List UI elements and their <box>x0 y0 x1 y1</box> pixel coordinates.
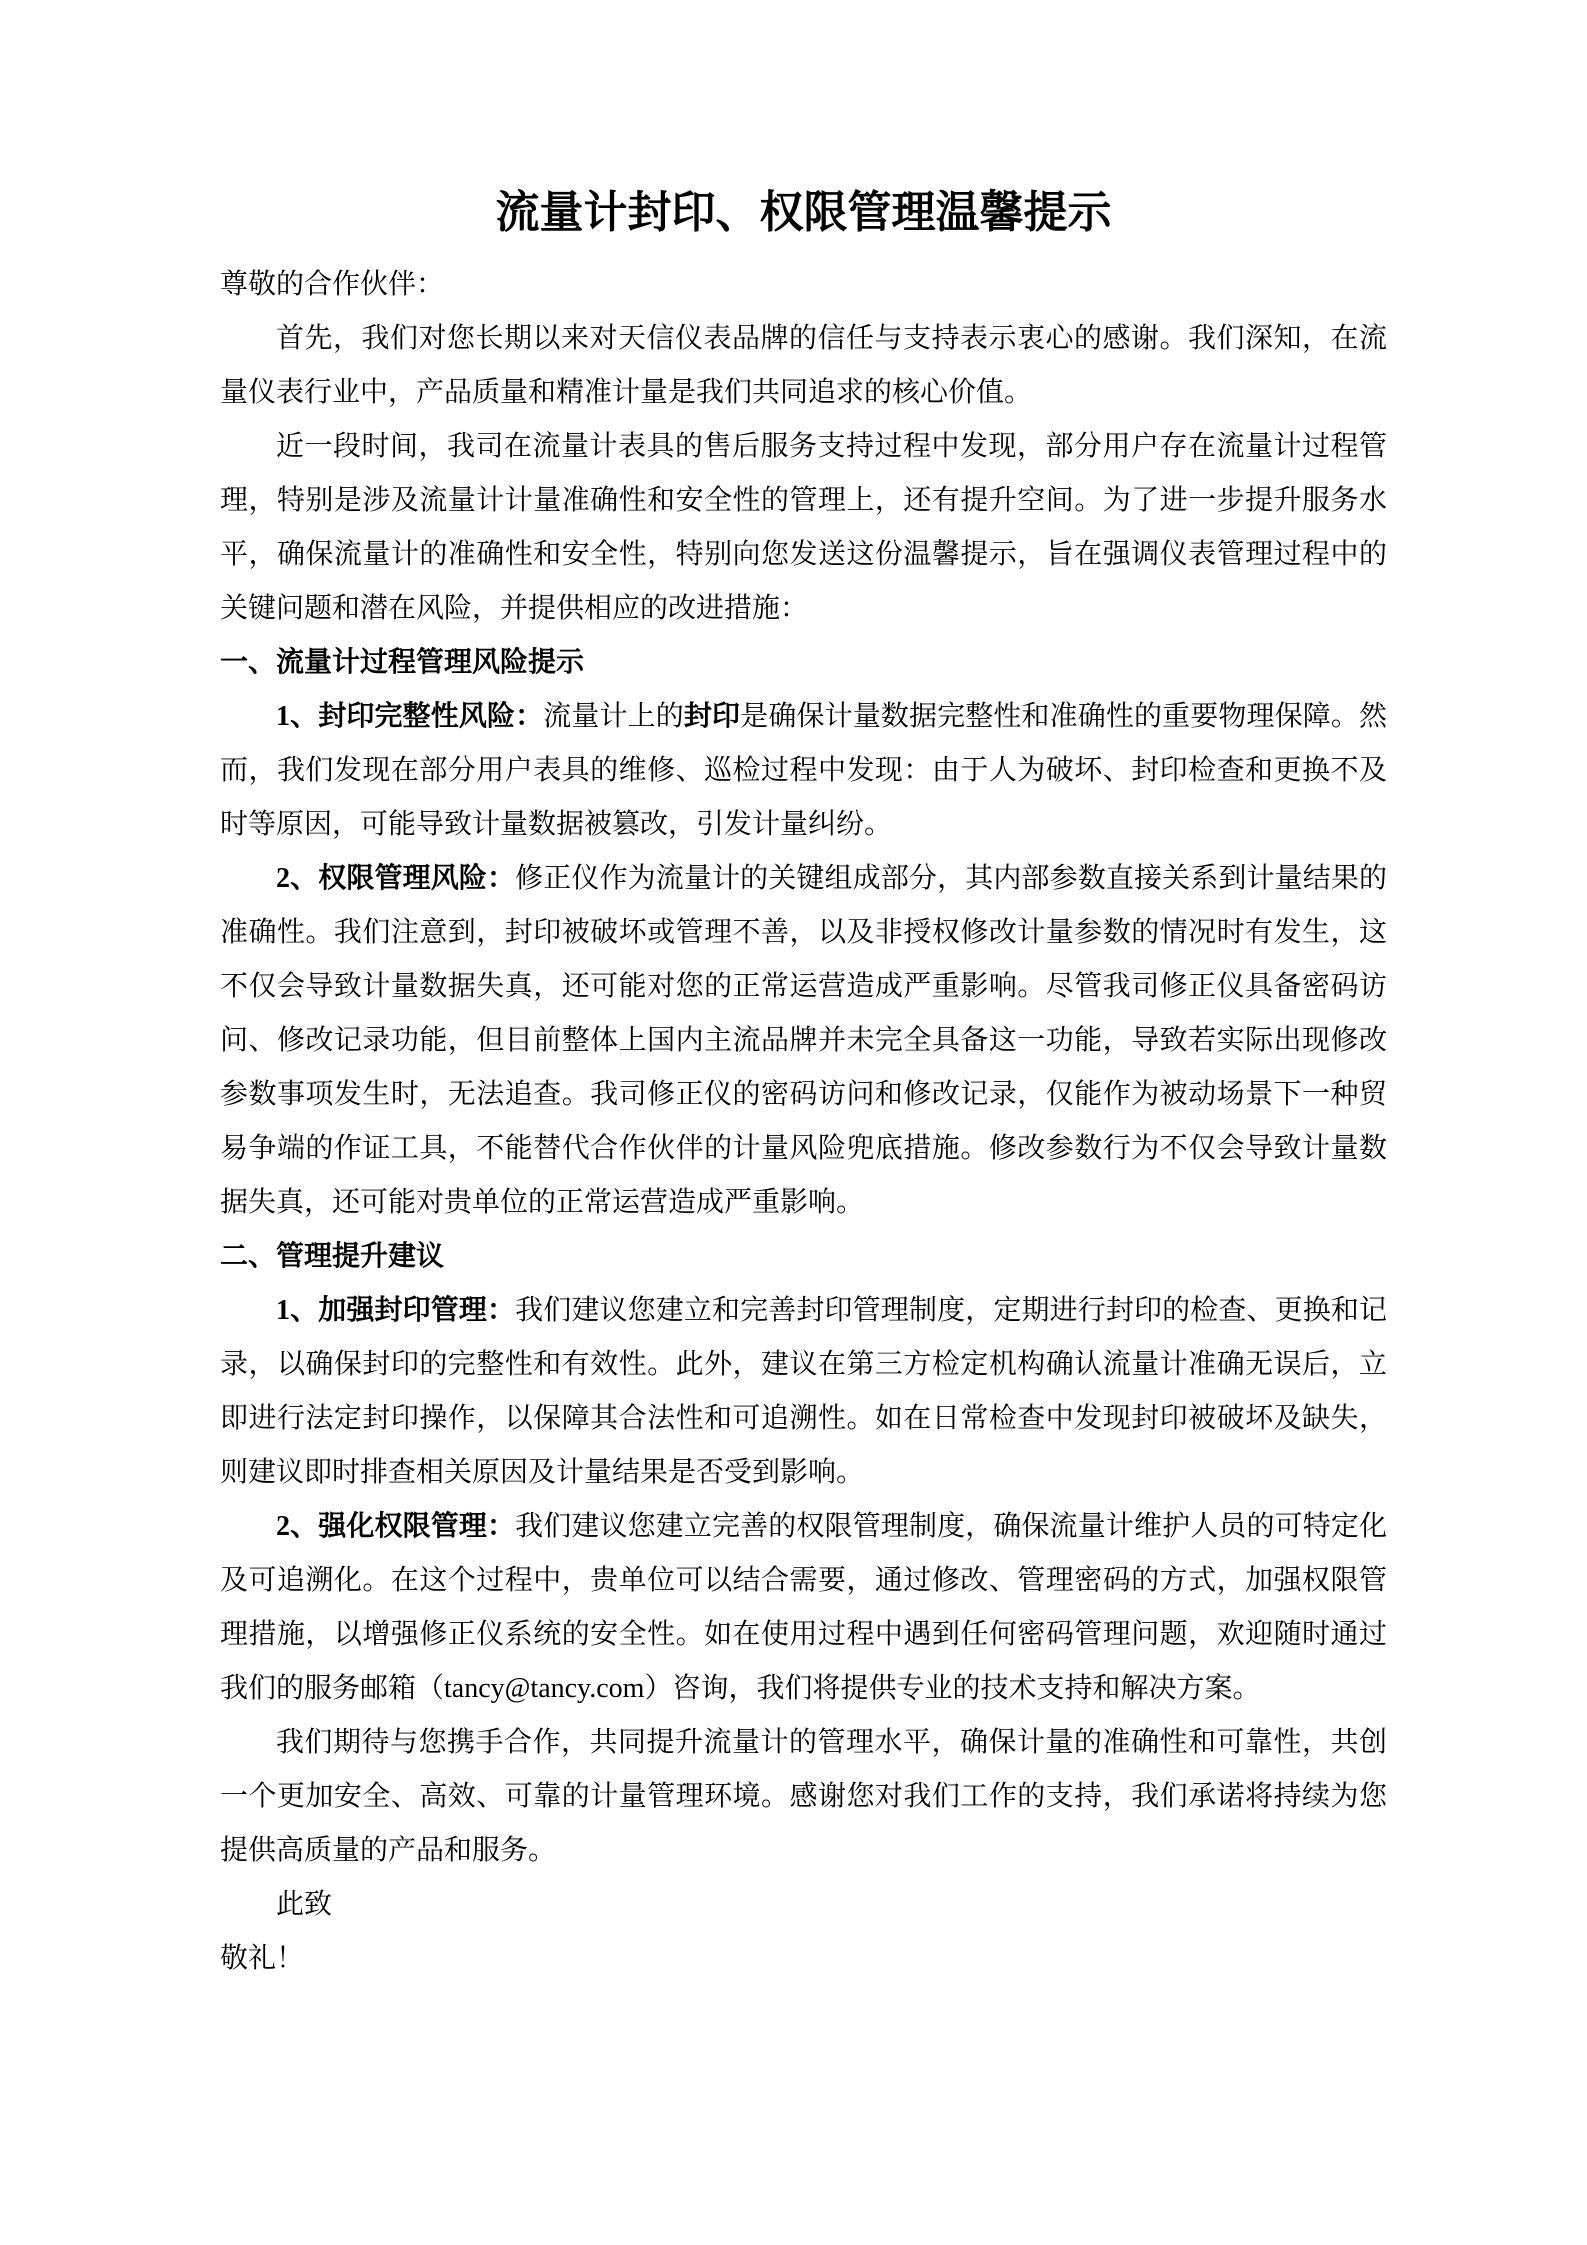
paragraph-body <box>220 852 1387 1230</box>
bold-text-run: 一、流量计过程管理风险提示 <box>220 647 585 678</box>
text-run: 修正仪作为流量计的关键组成部分，其内部参数直接关系到计量结果的准确性。我们注意到，封印被破坏或管理不善，以及非授权修改计量参数的情况时有发生，这不仅会导致计量数据失真，还可能对您的正常运营造成严重影响。尽管我司修正仪具备密码访问、修改记录功能，但目前整体上国内主流品牌并未完全具备这一功能，导致若实际出现修改参数事项发生时，无法追查。我司修正仪的密码访问和修改记录，仅能作为被动场景下一种贸易争端的作证工具，不能替代合作伙伴的计量风险兜底措施。修改参数行为不仅会导致计量数据失真，还可能对贵单位的正常运营造成严重影响。 <box>220 863 1387 1218</box>
text-run: 近一段时间，我司在流量计表具的售后服务支持过程中发现，部分用户存在流量计过程管理，特别是涉及流量计计量准确性和安全性的管理上，还有提升空间。为了进一步提升服务水平，确保流量计的准确性和安全性，特别向您发送这份温馨提示，旨在强调仪表管理过程中的关键问题和潜在风险，并提供相应的改进措施： <box>220 431 1387 624</box>
document-body <box>220 258 1387 1986</box>
document-title: 流量计封印、权限管理温馨提示 <box>495 188 1112 237</box>
bold-text-run: 二、管理提升建议 <box>220 1241 445 1272</box>
paragraph-body <box>220 1716 1387 1878</box>
paragraph-heading <box>220 636 1387 690</box>
text-run: 我们期待与您携手合作，共同提升流量计的管理水平，确保计量的准确性和可靠性，共创一个更加安全、高效、可靠的计量管理环境。感谢您对我们工作的支持，我们承诺将持续为您提供高质量的产品和服务。 <box>220 1727 1387 1866</box>
paragraph-salutation <box>220 258 1387 312</box>
bold-text-run: 1、封印完整性风险： <box>276 701 544 732</box>
bold-text-run: 2、权限管理风险： <box>276 863 516 894</box>
paragraph-body <box>220 312 1387 420</box>
text-run: 敬礼！ <box>220 1943 305 1974</box>
text-run: 首先，我们对您长期以来对天信仪表品牌的信任与支持表示衷心的感谢。我们深知，在流量仪表行业中，产品质量和精准计量是我们共同追求的核心价值。 <box>220 323 1387 408</box>
paragraph-body <box>220 1500 1387 1716</box>
bold-text-run: 封印 <box>683 701 741 732</box>
paragraph-body <box>220 1284 1387 1500</box>
text-run: 我们建议您建立和完善封印管理制度，定期进行封印的检查、更换和记录，以确保封印的完整性和有效性。此外，建议在第三方检定机构确认流量计准确无误后，立即进行法定封印操作，以保障其合法性和可追溯性。如在日常检查中发现封印被破坏及缺失，则建议即时排查相关原因及计量结果是否受到影响。 <box>220 1295 1387 1488</box>
paragraph-body <box>220 690 1387 852</box>
bold-text-run: 1、加强封印管理： <box>276 1295 516 1326</box>
text-run: 此致 <box>276 1889 333 1920</box>
text-run: 是确保计量数据完整性和准确性的重要物理保障。然而，我们发现在部分用户表具的维修、巡检过程中发现：由于人为破坏、封印检查和更换不及时等原因，可能导致计量数据被篡改，引发计量纠纷。 <box>220 701 1387 840</box>
paragraph-heading <box>220 1230 1387 1284</box>
bold-text-run: 2、强化权限管理： <box>276 1511 516 1542</box>
text-run: 流量计上的 <box>543 701 684 732</box>
paragraph-body <box>220 420 1387 636</box>
text-run: 我们建议您建立完善的权限管理制度，确保流量计维护人员的可特定化及可追溯化。在这个过程中，贵单位可以结合需要，通过修改、管理密码的方式，加强权限管理措施，以增强修正仪系统的安全性。如在使用过程中遇到任何密码管理问题，欢迎随时通过我们的服务邮箱（tancy@tancy.com）咨询，我们将提供专业的技术支持和解决方案。 <box>220 1511 1387 1704</box>
paragraph-signoff <box>220 1932 1387 1986</box>
text-run: 尊敬的合作伙伴： <box>220 269 445 300</box>
paragraph-closing <box>220 1878 1387 1932</box>
